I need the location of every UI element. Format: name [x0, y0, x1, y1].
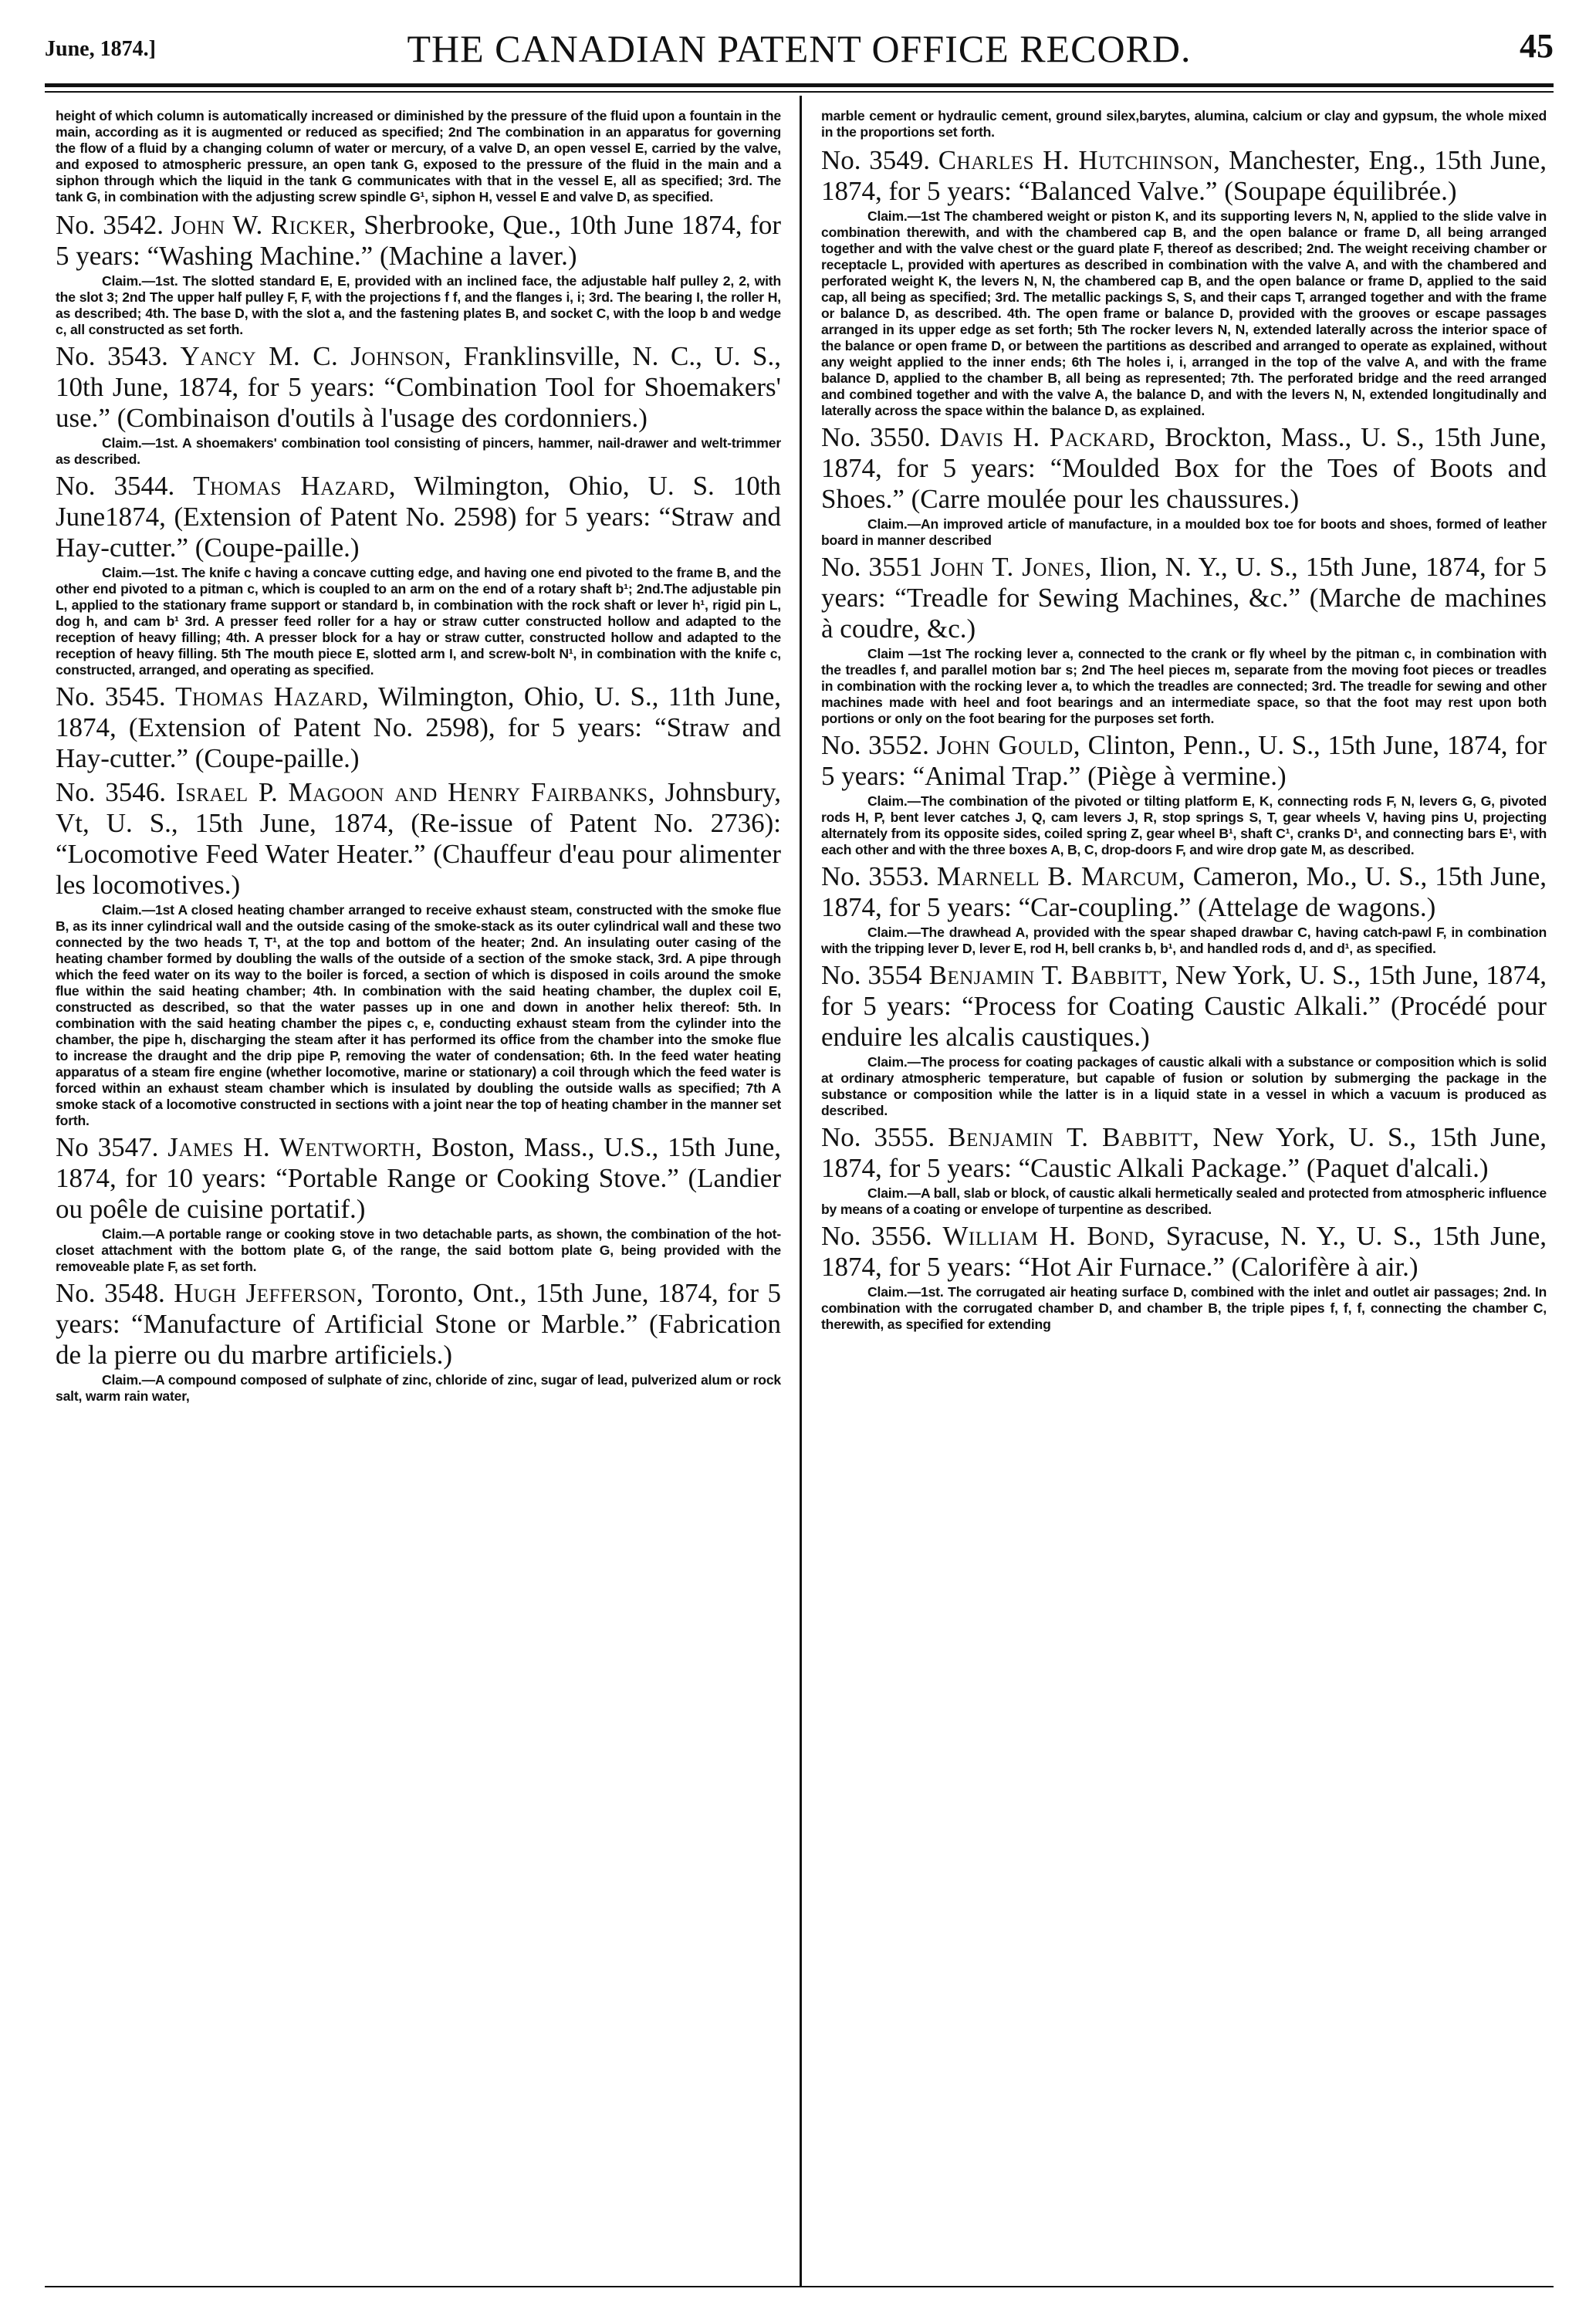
inventor-name: John W. Ricker, [171, 210, 357, 240]
inventor-name: Benjamin T. Babbitt, [948, 1122, 1200, 1152]
patent-entry [56, 341, 781, 468]
inventor-name: Yancy M. C. Johnson, [180, 341, 451, 371]
patent-heading [56, 210, 781, 272]
patent-entry [56, 1132, 781, 1275]
patent-number: No. 3555. [821, 1122, 935, 1152]
patent-details: Manchester, Eng., 15th June, 1874, for 5 years: “Balanced Valve.” (Soupape équilibrée.) [821, 145, 1547, 206]
patent-claim: Claim.—A ball, slab or block, of caustic alkali hermetically sealed and protected from atmospheric influence by means of a coating or envelope of turpentine as described. [821, 1185, 1547, 1217]
inventor-name: Charles H. Hutchinson, [938, 145, 1221, 175]
patent-entry [821, 960, 1547, 1119]
patent-heading [56, 681, 781, 774]
patent-number: No. 3544. [56, 471, 175, 501]
patent-number: No 3547. [56, 1132, 159, 1162]
header-date: June, 1874.] [45, 37, 156, 61]
inventor-name: John Gould, [936, 730, 1080, 760]
patent-heading [821, 861, 1547, 923]
patent-number: No. 3546. [56, 777, 167, 807]
inventor-name: Davis H. Packard, [939, 422, 1156, 452]
patent-details: Ilion, N. Y., U. S., 15th June, 1874, for 5 years: “Treadle for Sewing Machines, &c.” (Marche de machines à coudre, &c.) [821, 552, 1547, 644]
inventor-name: Hugh Jefferson, [174, 1278, 364, 1308]
continued-claim-text: height of which column is automatically increased or diminished by the pressure of the fluid upon a fountain in the main, according as it is augmented or reduced as specified; 2nd The combination in an apparatus for governing the flow of a fluid by a changing column of water or mercury, of a valve D, an open vessel E, carried by the valve, and exposed to atmospheric pressure, an open tank G, exposed to the pressure of the fluid in the main and a siphon through which the liquid in the tank G communicates with that in the vessel E, all as specified; 3rd. The tank G, in combination with the adjusting screw spindle G¹, siphon H, vessel E and valve D, as specified. [56, 108, 781, 205]
patent-heading [821, 960, 1547, 1053]
patent-claim: Claim.—1st. The slotted standard E, E, provided with an inclined face, the adjustable half pulley 2, 2, with the slot 3; 2nd The upper half pulley F, F, with the projections f f, and the flanges i, i; 3rd. The bearing I, the roller H, as described; 4th. The base D, with the slot a, and the fastening plates B, and socket C, with the loop b and wedge c, all constructed as set forth. [56, 273, 781, 337]
patent-heading [821, 1221, 1547, 1283]
footer-rule [45, 2286, 1554, 2287]
inventor-name: Benjamin T. Babbitt, [928, 960, 1168, 990]
patent-details: Brockton, Mass., U. S., 15th June, 1874, for 5 years: “Moulded Box for the Toes of Boots and Shoes.” (Carre moulée pour les chaussures.) [821, 422, 1547, 514]
patent-details: Wilmington, Ohio, U. S., 11th June, 1874, (Extension of Patent No. 2598), for 5 years: “Straw and Hay-cutter.” (Coupe-paille.) [56, 681, 782, 773]
patent-claim: Claim.—The drawhead A, provided with the spear shaped drawbar C, having catch-pawl F, in combination with the tripping lever D, lever E, rod H, bell cranks b, b¹, and handled rods d, and d¹, as specified. [821, 925, 1547, 956]
patent-entry [821, 861, 1547, 957]
patent-details: Toronto, Ont., 15th June, 1874, for 5 years: “Manufacture of Artificial Stone or Marble.” (Fabrication de la pierre ou du marbre artificiels.) [56, 1278, 781, 1370]
patent-claim: Claim.—1st The chambered weight or piston K, and its supporting levers N, N, applied to the slide valve in combination therewith, and with the chambered cap B, and the open balance or frame D, all being arranged together and with the valve chest or the guard plate F, thereof as described; 2nd. The weight receiving chamber or receptacle L, provided with apertures as described in combination with the valve A, and with the chambered and perforated weight K, the levers N, N, the chambered cap B, and the open balance or frame D, applied to the said cap, all being as specified; 3rd. The metallic packings S, S, and their caps T, arranged together and with the frame or balance D, as described. 4th. The open frame or balance D, provided with the grooves or escape passages arranged in its upper edge as set forth; 5th The rocker levers N, N, extended laterally across the interior space of the balance or open frame D, or between the partitions as described and arranged to operate as explained, without any weight applied to the inner ends; 6th The holes i, i, arranged in the top of the valve A, and with the frame balance D, applied to the chamber B, all being as represented; 7th. The perforated bridge and the reed arranged and combined together and with the valve A, the balance D, and with the levers N, N, extended longitudinally and laterally across the space within the balance D, as explained. [821, 208, 1547, 418]
left-column [56, 108, 781, 1408]
patent-entry [821, 422, 1547, 549]
inventor-name: Marnell B. Marcum, [936, 861, 1185, 891]
patent-heading [56, 1132, 781, 1225]
patent-entry [821, 1122, 1547, 1218]
patent-heading [821, 730, 1547, 792]
patent-number: No. 3554 [821, 960, 922, 990]
patent-details: New York, U. S., 15th June, 1874, for 5 years: “Process for Coating Caustic Alkali.” (Procédé pour enduire les alcalis caustiques.) [821, 960, 1547, 1052]
patent-entry [821, 552, 1547, 727]
patent-heading [821, 145, 1547, 207]
inventor-name: John T. Jones, [930, 552, 1092, 582]
patent-claim: Claim.—A portable range or cooking stove in two detachable parts, as shown, the combination of the hot-closet attachment with the bottom plate G, of the range, the said bottom plate G, being provided with the removeable plate F, as set forth. [56, 1226, 781, 1274]
patent-claim: Claim.—An improved article of manufacture, in a moulded box toe for boots and shoes, formed of leather board in manner described [821, 516, 1547, 548]
patent-entry [56, 681, 781, 774]
patent-number: No. 3550. [821, 422, 931, 452]
patent-entry [56, 210, 781, 338]
page-header [45, 23, 1554, 77]
patent-claim: Claim.—The process for coating packages of caustic alkali with a substance or composition which is solid at ordinary atmospheric temperature, but capable of fusion or solution by submerging the package in the substance or composition while the latter is in a liquid state in a vessel in which a vacuum is produced as described. [821, 1054, 1547, 1118]
right-column [821, 108, 1547, 1336]
inventor-name: Thomas Hazard, [175, 681, 370, 712]
patent-heading [56, 777, 781, 901]
patent-number: No. 3549. [821, 145, 931, 175]
patent-entry [821, 1221, 1547, 1333]
patent-entry [821, 145, 1547, 419]
patent-number: No. 3552. [821, 730, 929, 760]
patent-details: Boston, Mass., U.S., 15th June, 1874, for 10 years: “Portable Range or Cooking Stove.” (Landier ou poêle de cuisine portatif.) [56, 1132, 782, 1224]
patent-details: Syracuse, N. Y., U. S., 15th June, 1874, for 5 years: “Hot Air Furnace.” (Calorifère à air.) [821, 1221, 1547, 1282]
inventor-name: William H. Bond, [942, 1221, 1156, 1251]
page-number: 45 [1520, 27, 1554, 65]
continued-claim-text: marble cement or hydraulic cement, ground silex,barytes, alumina, calcium or clay and gypsum, the whole mixed in the proportions set forth. [821, 108, 1547, 140]
patent-entry [821, 730, 1547, 858]
patent-number: No. 3556. [821, 1221, 932, 1251]
patent-heading [56, 471, 781, 563]
patent-details: Cameron, Mo., U. S., 15th June, 1874, for 5 years: “Car-coupling.” (Attelage de wagons.) [821, 861, 1547, 922]
patent-claim: Claim.—The combination of the pivoted or tilting platform E, K, connecting rods F, N, levers G, G, pivoted rods H, P, bent lever catches J, Q, cam levers J, R, stop springs S, T, gear wheels V, having pins U, projecting alternately from its opposite sides, coiled spring Z, gear wheel B¹, shaft C¹, cranks D¹, and connecting bars E¹, with each other and with the three boxes A, B, C, drop-doors F, and wire drop gate M, as described. [821, 793, 1547, 857]
patent-claim: Claim.—1st. A shoemakers' combination tool consisting of pincers, hammer, nail-drawer and welt-trimmer as described. [56, 435, 781, 467]
patent-entry [56, 777, 781, 1129]
journal-title: THE CANADIAN PATENT OFFICE RECORD. [407, 27, 1192, 70]
patent-details: Wilmington, Ohio, U. S. 10th June1874, (Extension of Patent No. 2598) for 5 years: “Straw and Hay-cutter.” (Coupe-paille.) [56, 471, 782, 563]
patent-number: No. 3545. [56, 681, 166, 712]
patent-details: New York, U. S., 15th June, 1874, for 5 years: “Caustic Alkali Package.” (Paquet d'alcali.) [821, 1122, 1547, 1183]
patent-details: Sherbrooke, Que., 10th June 1874, for 5 years: “Washing Machine.” (Machine a laver.) [56, 210, 782, 271]
patent-heading [821, 422, 1547, 515]
patent-number: No. 3543. [56, 341, 168, 371]
patent-details: Clinton, Penn., U. S., 15th June, 1874, for 5 years: “Animal Trap.” (Piège à vermine.) [821, 730, 1547, 791]
patent-entry [56, 471, 781, 678]
patent-claim: Claim.—1st. The knife c having a concave cutting edge, and having one end pivoted to the frame B, and the other end pivoted to a pitman c, which is coupled to an arm on the end of a rotary shaft b¹; 2nd.The adjustable pin L, applied to the stationary frame support or standard b, in combination with the rock shaft or lever h¹, rigid pin L, dog h, and cam b¹ 3rd. A presser feed roller for a hay or straw cutter constructed hollow and adapted to the reception of heavy filling; 4th. A presser block for a hay or straw cutter, constructed hollow and adapted to the reception of heavy filling. 5th The mouth piece E, slotted arm I, and screw-bolt N¹, in combination with the knife c, constructed, arranged, and operating as specified. [56, 565, 781, 678]
patent-claim: Claim.—1st A closed heating chamber arranged to receive exhaust steam, constructed with the smoke flue B, as its inner cylindrical wall and the outside casing of the smoke-stack as its outer cylindrical wall and these two connected by the two heads T, T¹, at the top and bottom of the heater; 2nd. An insulating outer casing of the heating chamber formed by doubling the walls of the outside of a section of the smoke stack, 3rd. A pipe through which the feed water on its way to the boiler is forced, a section of which is disposed in coils around the smoke flue within the said heating chamber; 4th. In combination with the said heating chamber, the duplex coil E, constructed as described, so that the water passes up in one and down in another helix thereof: 5th. In combination with the said heating chamber the pipes c, e, conducting exhaust steam from the cylinder into the chamber, the pipe h, discharging the steam after it has performed its office from the chamber into the smoke flue to increase the draught and the drip pipe P, removing the water of condensation; 6th. In the feed water heating apparatus of a steam fire engine (whether locomotive, marine or stationary) a coil through which the feed water is forced within an exhaust steam chamber which is insulated by doubling the outside walls as specified; 7th A smoke stack of a locomotive constructed in sections with a joint near the top of heating chamber in the manner set forth. [56, 902, 781, 1128]
patent-heading [821, 552, 1547, 644]
patent-heading [821, 1122, 1547, 1184]
inventor-name: Thomas Hazard, [193, 471, 397, 501]
patent-claim: Claim.—1st. The corrugated air heating surface D, combined with the inlet and outlet air passages; 2nd. In combination with the corrugated chamber D, and chamber B, the triple pipes f, f, f, connecting the chamber C, therewith, as specified for extending [821, 1284, 1547, 1332]
inventor-name: James H. Wentworth, [167, 1132, 423, 1162]
patent-details: Franklinsville, N. C., U. S., 10th June, 1874, for 5 years: “Combination Tool for Shoemakers' use.” (Combinaison d'outils à l'usage des cordonniers.) [56, 341, 782, 433]
patent-details: Johnsbury, Vt, U. S., 15th June, 1874, (Re-issue of Patent No. 2736): “Locomotive Feed Water Heater.” (Chauffeur d'eau pour alimenter les locomotives.) [56, 777, 782, 900]
header-rule-thick [45, 83, 1554, 87]
patent-number: No. 3548. [56, 1278, 165, 1308]
patent-number: No. 3551 [821, 552, 923, 582]
patent-entry [56, 1278, 781, 1405]
inventor-name: Israel P. Magoon and Henry Fairbanks, [175, 777, 655, 807]
column-divider [800, 96, 802, 2286]
patent-heading [56, 341, 781, 434]
patent-claim: Claim.—A compound composed of sulphate of zinc, chloride of zinc, sugar of lead, pulverized alum or rock salt, warm rain water, [56, 1372, 781, 1404]
header-rule-thin [45, 91, 1554, 93]
patent-number: No. 3542. [56, 210, 164, 240]
patent-heading [56, 1278, 781, 1371]
patent-claim: Claim —1st The rocking lever a, connected to the crank or fly wheel by the pitman c, in combination with the treadles f, and parallel motion bar s; 2nd The heel pieces m, separate from the moving foot pieces or treadles in combination with the rocking lever a, to which the treadles are connected; 3rd. The treadle for sewing and other machines made with heel and foot bearings and an intermediate space, so that the foot may rest upon both portions or only on the foot bearing for the purposes set forth. [821, 646, 1547, 726]
patent-number: No. 3553. [821, 861, 930, 891]
